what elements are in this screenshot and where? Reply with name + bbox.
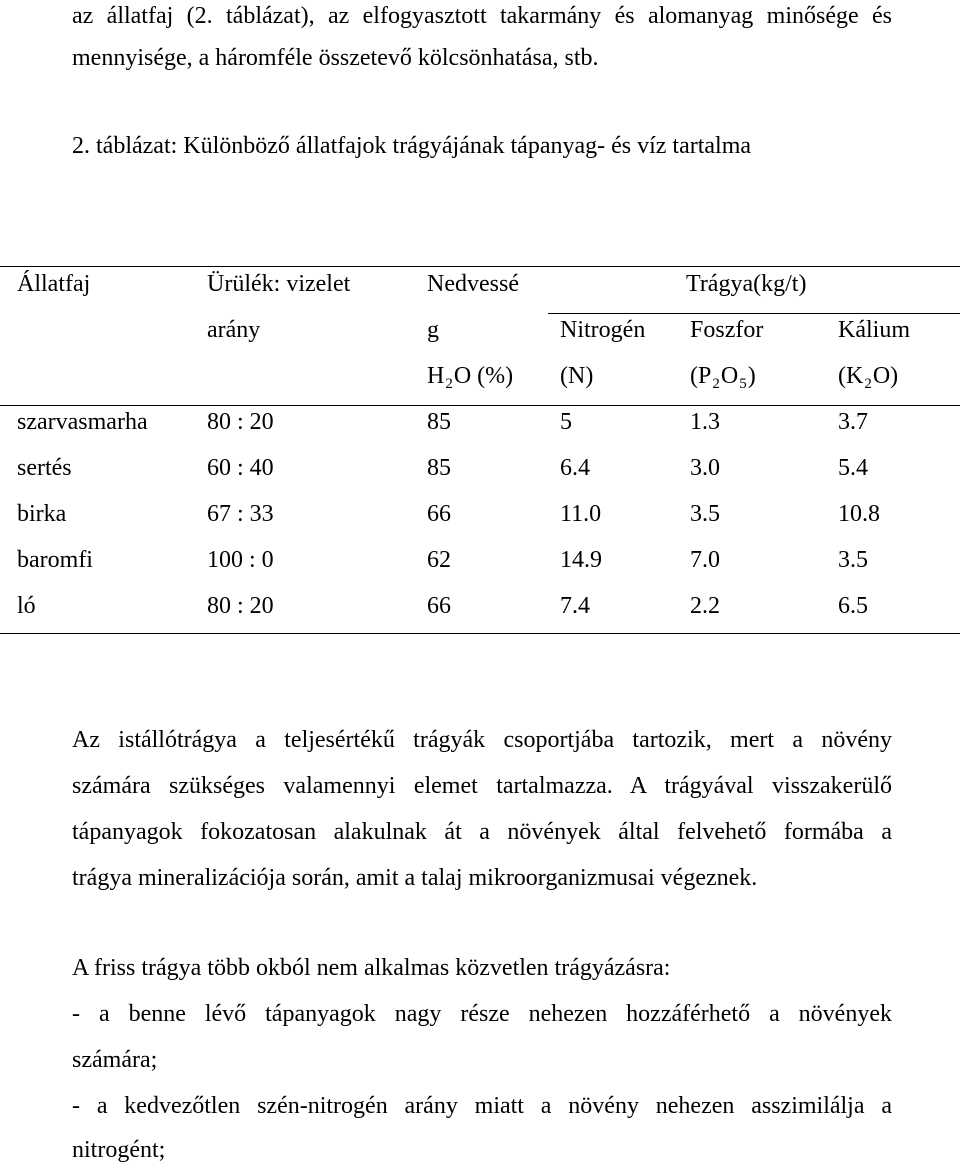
paragraph-2-lead: A friss trágya több okból nem alkalmas közvetlen trágyázásra: [72,955,671,981]
header-potassium: Kálium [838,317,910,343]
paragraph-1-line-3: tápanyagok fokozatosan alakulnak át a növények által felvehető formába a [72,819,892,845]
bullet-2-line-1: - a kedvezőtlen szén-nitrogén arány miatt a növény nehezen asszimilálja a [72,1093,892,1119]
table-bottom-rule [0,633,960,634]
cell-nitrogen: 5 [560,409,572,435]
cell-moisture: 62 [427,547,451,573]
cell-potassium: 10.8 [838,501,880,527]
cell-moisture: 85 [427,409,451,435]
intro-line-1: az állatfaj (2. táblázat), az elfogyasztott takarmány és alomanyag minősége és [72,3,892,29]
cell-potassium: 6.5 [838,593,868,619]
cell-phosphorus: 2.2 [690,593,720,619]
cell-phosphorus: 1.3 [690,409,720,435]
header-nitrogen-symbol: (N) [560,363,594,389]
table-header-rule [0,405,960,406]
cell-ratio: 100 : 0 [207,547,274,573]
cell-species: birka [17,501,67,527]
cell-nitrogen: 6.4 [560,455,590,481]
header-nitrogen: Nitrogén [560,317,646,343]
table-caption: 2. táblázat: Különböző állatfajok trágyájának tápanyag- és víz tartalma [72,133,752,159]
cell-species: sertés [17,455,72,481]
intro-line-2: mennyisége, a háromféle összetevő kölcsönhatása, stb. [72,45,599,71]
cell-potassium: 3.7 [838,409,868,435]
cell-moisture: 66 [427,593,451,619]
cell-ratio: 67 : 33 [207,501,274,527]
cell-ratio: 60 : 40 [207,455,274,481]
cell-moisture: 66 [427,501,451,527]
cell-species: szarvasmarha [17,409,148,435]
header-potassium-formula: $(K_2O)$ [838,363,899,392]
cell-nitrogen: 11.0 [560,501,602,527]
bullet-1-line-2: számára; [72,1047,158,1073]
header-phosphorus-formula: $(P_2O_5)$ [690,363,756,392]
cell-nitrogen: 7.4 [560,593,590,619]
header-species: Állatfaj [17,271,91,297]
cell-phosphorus: 7.0 [690,547,720,573]
header-moisture-unit: $H_2O$ (%) [427,363,514,392]
cell-moisture: 85 [427,455,451,481]
cell-ratio: 80 : 20 [207,409,274,435]
header-ratio: Ürülék: vizelet [207,271,351,297]
cell-phosphorus: 3.5 [690,501,720,527]
bullet-1-line-1: - a benne lévő tápanyagok nagy része nehezen hozzáférhető a növények [72,1001,892,1027]
paragraph-1-line-1: Az istállótrágya a teljesértékű trágyák csoportjába tartozik, mert a növény [72,727,892,753]
header-moisture: Nedvessé [427,271,519,297]
cell-potassium: 5.4 [838,455,868,481]
cell-species: ló [17,593,36,619]
paragraph-1-line-4: trágya mineralizációja során, amit a talaj mikroorganizmusai végeznek. [72,865,758,891]
cell-species: baromfi [17,547,93,573]
manure-group-rule [548,313,960,314]
header-phosphorus: Foszfor [690,317,764,343]
cell-phosphorus: 3.0 [690,455,720,481]
cell-potassium: 3.5 [838,547,868,573]
cell-ratio: 80 : 20 [207,593,274,619]
header-ratio-cont: arány [207,317,261,343]
cell-nitrogen: 14.9 [560,547,602,573]
header-moisture-cont: g [427,317,439,343]
table-top-rule [0,266,960,267]
bullet-2-line-2: nitrogént; [72,1137,166,1163]
header-manure-group: Trágya(kg/t) [686,271,807,297]
paragraph-1-line-2: számára szükséges valamennyi elemet tartalmazza. A trágyával visszakerülő [72,773,892,799]
